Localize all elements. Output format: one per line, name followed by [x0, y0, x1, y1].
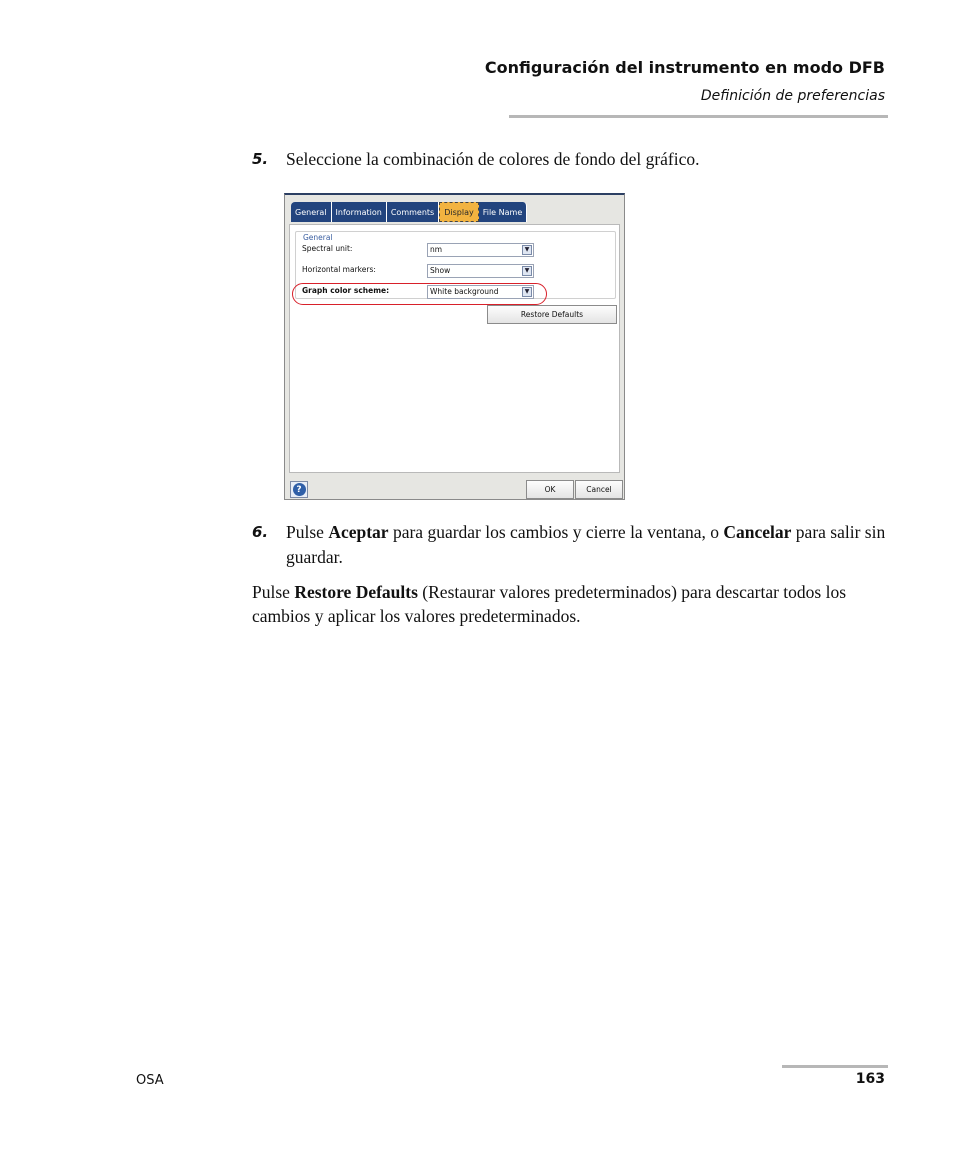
tab-comments[interactable]: Comments	[387, 202, 439, 222]
preferences-dialog	[284, 193, 625, 500]
tab-general[interactable]: General	[291, 202, 332, 222]
section-subtitle: Definición de preferencias	[700, 88, 885, 104]
footer-product: OSA	[136, 1073, 164, 1088]
step-text: Seleccione la combinación de colores de fondo del gráfico.	[286, 149, 700, 169]
page-number: 163	[855, 1071, 885, 1087]
chevron-down-icon[interactable]: ▼	[522, 245, 532, 255]
horizontal-markers-select[interactable]	[427, 264, 534, 278]
graph-color-scheme-value: White background	[430, 287, 499, 296]
help-button[interactable]	[290, 481, 308, 498]
tab-bar	[291, 202, 527, 222]
general-group	[295, 231, 616, 299]
step-number: 5.	[252, 150, 269, 168]
tab-information[interactable]: Information	[332, 202, 387, 222]
chevron-down-icon[interactable]: ▼	[522, 266, 532, 276]
horizontal-markers-label: Horizontal markers:	[302, 265, 376, 274]
tab-display[interactable]: Display	[439, 202, 479, 222]
group-label: General	[303, 233, 333, 242]
step-number: 6.	[252, 523, 269, 541]
cancel-button[interactable]: Cancel	[575, 480, 623, 499]
question-mark-icon: ?	[293, 483, 306, 496]
header-rule	[509, 115, 888, 118]
spectral-unit-value: nm	[430, 245, 443, 254]
display-panel	[289, 224, 620, 473]
tab-file-name[interactable]: File Name	[479, 202, 528, 222]
chapter-title: Configuración del instrumento en modo DFB	[484, 58, 885, 77]
graph-color-scheme-label: Graph color scheme:	[302, 286, 390, 295]
restore-defaults-paragraph: Pulse Restore Defaults (Restaurar valores predeterminados) para descartar todos los cambios y aplicar los valores predeterminados.	[252, 582, 847, 626]
restore-defaults-button[interactable]: Restore Defaults	[487, 305, 617, 324]
chevron-down-icon[interactable]: ▼	[522, 287, 532, 297]
ok-button[interactable]: OK	[526, 480, 574, 499]
footer-rule	[782, 1065, 888, 1068]
spectral-unit-select[interactable]	[427, 243, 534, 257]
step-text: Pulse Aceptar para guardar los cambios y cierre la ventana, o Cancelar para salir sin guardar.	[286, 522, 886, 567]
horizontal-markers-value: Show	[430, 266, 451, 275]
spectral-unit-label: Spectral unit:	[302, 244, 353, 253]
highlight-ellipse	[292, 283, 547, 305]
